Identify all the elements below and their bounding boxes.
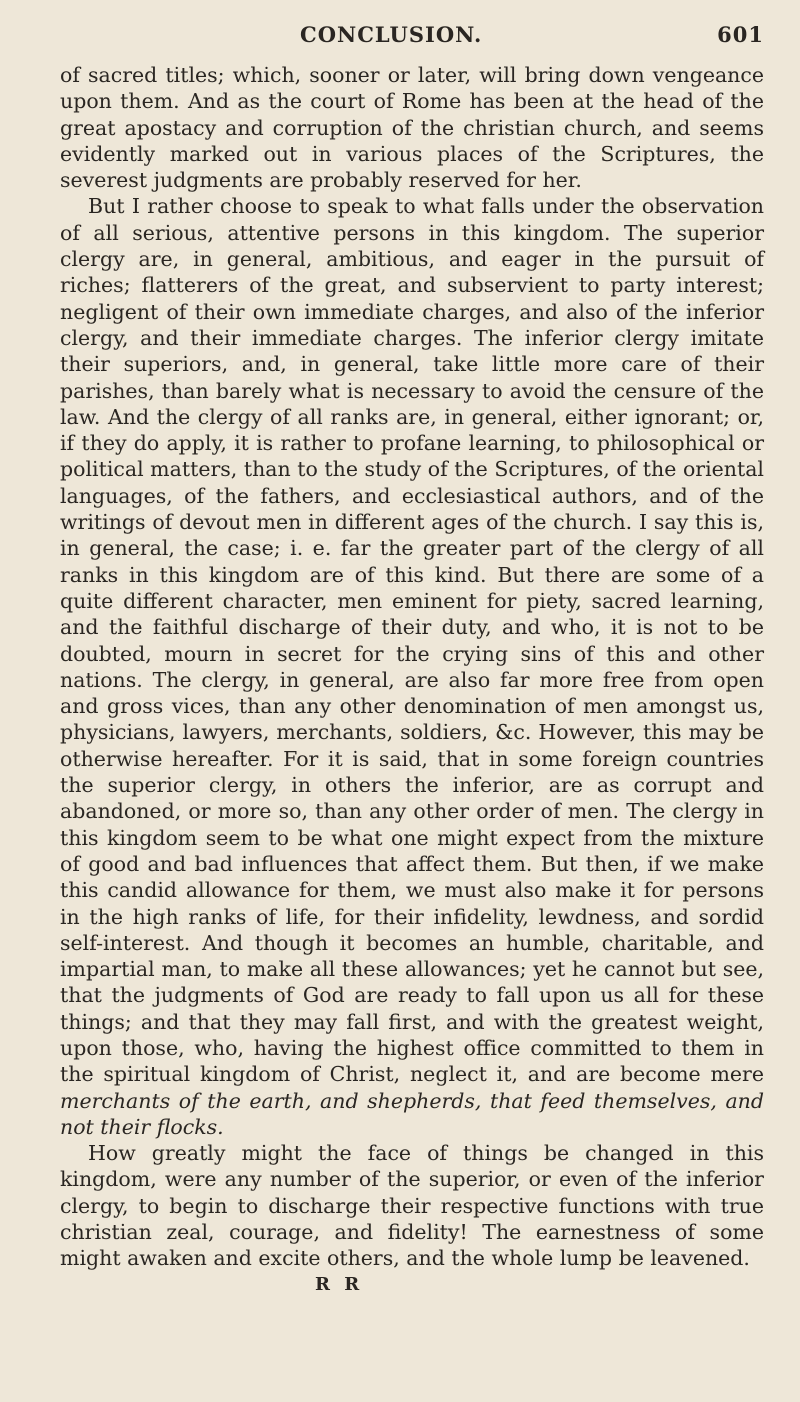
paragraph-3: How greatly might the face of things be changed in this kingdom, were any number of the superior, or even of the inferior clergy, to begin to discharge their respective functions with true christian zeal, courage, and fidelity! The earnestness of some might awaken and excite others, and the whole lump be leavened. — [60, 1141, 764, 1271]
paragraph-2-italic: merchants of the earth, and shepherds, that feed themselves, and not their flocks. — [60, 1088, 764, 1139]
running-title: CONCLUSION. — [300, 22, 483, 47]
paragraph-1: of sacred titles; which, sooner or later, will bring down vengeance upon them. And as the court of Rome has been at the head of the great apostacy and corruption of the christian church, and seems evidently marked out in various places of the Scriptures, the severest judgments are probably reserved for her. — [60, 63, 764, 193]
paragraph-2 — [60, 193, 764, 1140]
signature-mark: R R — [315, 1273, 364, 1295]
page-number: 601 — [717, 22, 764, 47]
body-text — [60, 62, 764, 1272]
page-header — [60, 18, 764, 52]
paragraph-2-text: But I rather choose to speak to what falls under the observation of all serious, attentive persons in this kingdom. The superior clergy are, in general, ambitious, and eager in the pursuit of riches; flatterers of the great, and subservient to party interest; negligent of their own immediate charges, and also of the inferior clergy, and their immediate charges. The inferior clergy imitate their superiors, and, in general, take little more care of their parishes, than barely what is necessary to avoid the censure of the law. And the clergy of all ranks are, in general, either ignorant; or, if they do apply, it is rather to profane learning, to philosophical or political matters, than to the study of the Scriptures, of the oriental languages, of the fathers, and ecclesiastical authors, and of the writings of devout men in different ages of the church. I say this is, in general, the case; i. e. far the greater part of the clergy of all ranks in this kingdom are of this kind. But there are some of a quite different character, men eminent for piety, sacred learning, and the faithful discharge of their duty, and who, it is not to be doubted, mourn in secret for the crying sins of this and other nations. The clergy, in general, are also far more free from open and gross vices, than any other denomination of men amongst us, physicians, lawyers, merchants, soldiers, &c. However, this may be otherwise hereafter. For it is said, that in some foreign countries the superior clergy, in others the inferior, are as corrupt and abandoned, or more so, than any other order of men. The clergy in this kingdom seem to be what one might expect from the mixture of good and bad influences that affect them. But then, if we make this candid allowance for them, we must also make it for persons in the high ranks of life, for their infidelity, lewdness, and sordid self-interest. And though it becomes an humble, charitable, and impartial man, to make all these allowances; yet he cannot but see, that the judgments of God are ready to fall upon us all for these things; and that they may fall first, and with the greatest weight, upon those, who, having the highest office committed to them in the spiritual kingdom of Christ, neglect it, and are become mere — [60, 194, 764, 1087]
